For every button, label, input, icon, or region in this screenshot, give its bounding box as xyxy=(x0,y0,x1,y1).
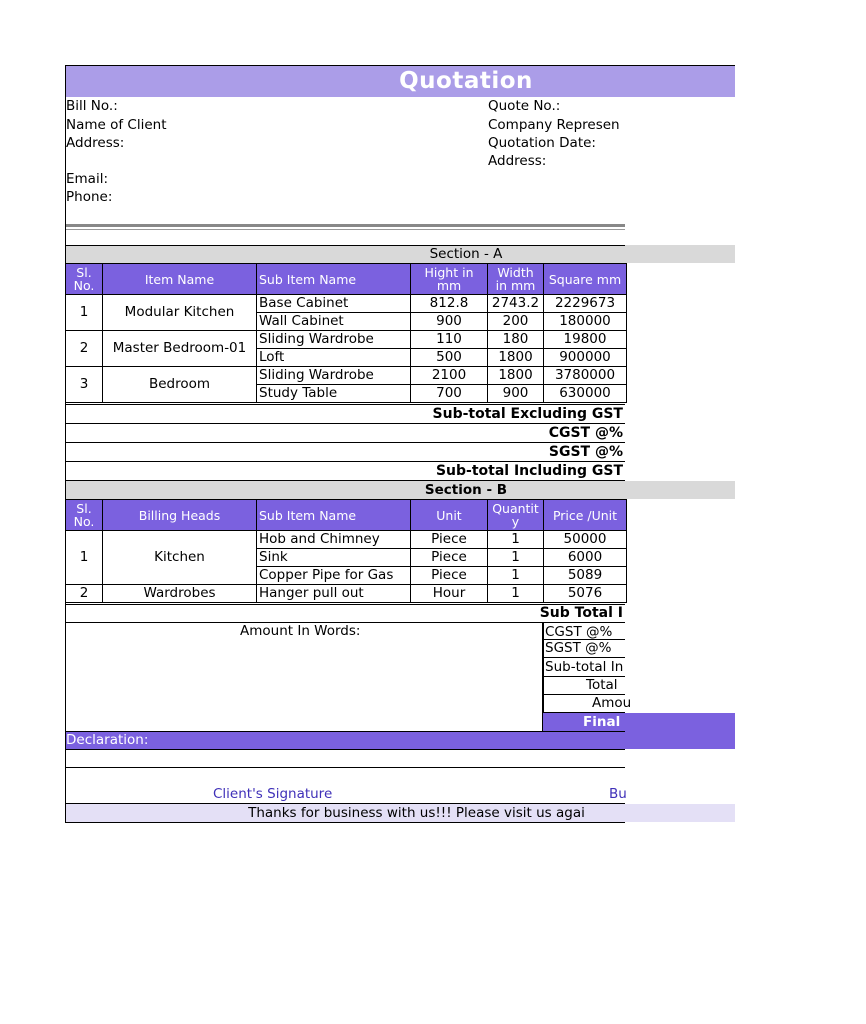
price: 6000 xyxy=(544,549,627,567)
bill-no-label: Bill No.: xyxy=(66,98,118,114)
square: 180000 xyxy=(544,313,627,331)
company-rep-label: Company Represen xyxy=(488,117,620,133)
unit: Hour xyxy=(411,585,488,603)
col-header: Width in mm xyxy=(488,264,544,295)
width: 200 xyxy=(488,313,544,331)
billing-head: Kitchen xyxy=(103,531,257,585)
quote-no-label: Quote No.: xyxy=(488,98,561,114)
divider xyxy=(66,224,625,227)
section-a-table xyxy=(65,263,627,403)
quantity: 1 xyxy=(488,549,544,567)
sl-no: 3 xyxy=(66,367,103,403)
height: 500 xyxy=(411,349,488,367)
section-b-table xyxy=(65,499,627,603)
table-row xyxy=(66,295,627,313)
table-row xyxy=(66,367,627,385)
col-header: Sub Item Name xyxy=(257,500,411,531)
sub-item-name: Base Cabinet xyxy=(257,295,411,313)
client-name-label: Name of Client xyxy=(66,117,167,133)
company-address-label: Address: xyxy=(488,153,547,169)
col-header: Sub Item Name xyxy=(257,264,411,295)
item-name: Modular Kitchen xyxy=(103,295,257,331)
section-a-title: Section - A xyxy=(429,246,503,262)
col-header: Price /Unit xyxy=(544,500,627,531)
sub-item-name: Hanger pull out xyxy=(257,585,411,603)
table-row xyxy=(66,531,627,549)
col-header: Hight in mm xyxy=(411,264,488,295)
amount-in-words-label: Amount In Words: xyxy=(240,623,361,639)
sl-no: 2 xyxy=(66,331,103,367)
quantity: 1 xyxy=(488,585,544,603)
square: 19800 xyxy=(544,331,627,349)
height: 110 xyxy=(411,331,488,349)
sub-item-name: Sliding Wardrobe xyxy=(257,367,411,385)
sub-item-name: Study Table xyxy=(257,385,411,403)
business-signature-label: Bu xyxy=(609,786,627,802)
sub-item-name: Hob and Chimney xyxy=(257,531,411,549)
cgst-cell xyxy=(543,622,625,640)
sub-item-name: Sink xyxy=(257,549,411,567)
sub-item-name: Loft xyxy=(257,349,411,367)
height: 900 xyxy=(411,313,488,331)
sgst-label: SGST @% xyxy=(545,640,612,656)
signature-top-line xyxy=(65,767,625,768)
item-name: Bedroom xyxy=(103,367,257,403)
square: 2229673 xyxy=(544,295,627,313)
width: 1800 xyxy=(488,349,544,367)
col-header: Sl. No. xyxy=(66,264,103,295)
unit: Piece xyxy=(411,531,488,549)
sgst-row: SGST @% xyxy=(65,442,625,462)
width: 180 xyxy=(488,331,544,349)
sheet-bottom-line xyxy=(65,822,625,823)
square: 900000 xyxy=(544,349,627,367)
square: 3780000 xyxy=(544,367,627,385)
col-header: Unit xyxy=(411,500,488,531)
final-bar xyxy=(543,713,735,731)
price: 5076 xyxy=(544,585,627,603)
subtotal-incl-gst: Sub-total Including GST xyxy=(65,461,625,481)
unit: Piece xyxy=(411,549,488,567)
sub-item-name: Sliding Wardrobe xyxy=(257,331,411,349)
square: 630000 xyxy=(544,385,627,403)
quantity: 1 xyxy=(488,531,544,549)
amount-cell xyxy=(543,695,632,713)
quantity: 1 xyxy=(488,567,544,585)
sl-no: 2 xyxy=(66,585,103,603)
subtotal-incl-label: Sub-total In xyxy=(545,659,624,675)
height: 2100 xyxy=(411,367,488,385)
thanks-text: Thanks for business with us!!! Please visit us agai xyxy=(248,805,585,821)
price: 5089 xyxy=(544,567,627,585)
sgst-cell xyxy=(543,640,625,658)
declaration-label: Declaration: xyxy=(66,732,149,748)
quotation-date-label: Quotation Date: xyxy=(488,135,596,151)
col-header: Quantity xyxy=(488,500,544,531)
declaration-bar xyxy=(66,731,735,749)
col-header: Billing Heads xyxy=(103,500,257,531)
sub-item-name: Copper Pipe for Gas xyxy=(257,567,411,585)
thanks-message xyxy=(66,804,625,822)
unit: Piece xyxy=(411,567,488,585)
col-header: Square mm xyxy=(544,264,627,295)
cgst-label: CGST @% xyxy=(545,624,613,640)
price: 50000 xyxy=(544,531,627,549)
subtotal-excl-gst: Sub-total Excluding GST xyxy=(65,404,625,424)
height: 812.8 xyxy=(411,295,488,313)
width: 2743.2 xyxy=(488,295,544,313)
divider-2 xyxy=(66,229,625,230)
sl-no: 1 xyxy=(66,531,103,585)
sub-total-row: Sub Total I xyxy=(65,604,625,623)
height: 700 xyxy=(411,385,488,403)
amount-label: Amou xyxy=(592,695,632,711)
billing-head: Wardrobes xyxy=(103,585,257,603)
col-header: Sl. No. xyxy=(66,500,103,531)
declaration-bottom-line xyxy=(65,749,625,750)
width: 900 xyxy=(488,385,544,403)
client-signature-label: Client's Signature xyxy=(213,786,333,802)
section-b-title: Section - B xyxy=(424,482,508,498)
total-cell xyxy=(543,677,625,695)
client-phone-label: Phone: xyxy=(66,189,113,205)
total-label: Total xyxy=(586,677,618,693)
final-label: Final xyxy=(583,714,621,730)
col-header: Item Name xyxy=(103,264,257,295)
sl-no: 1 xyxy=(66,295,103,331)
client-email-label: Email: xyxy=(66,171,109,187)
width: 1800 xyxy=(488,367,544,385)
declaration-top-line xyxy=(65,731,625,732)
client-address-label: Address: xyxy=(66,135,125,151)
sub-item-name: Wall Cabinet xyxy=(257,313,411,331)
cgst-row: CGST @% xyxy=(65,423,625,443)
table-row xyxy=(66,585,627,603)
item-name: Master Bedroom-01 xyxy=(103,331,257,367)
subtotal-incl-cell xyxy=(543,658,625,677)
table-row xyxy=(66,331,627,349)
page-title: Quotation xyxy=(399,68,533,94)
